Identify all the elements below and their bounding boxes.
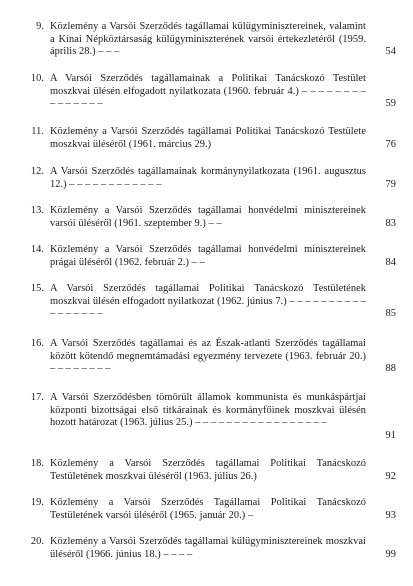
entry-number: 13. (30, 205, 44, 216)
entry-title: Közlemény a Varsói Szerződés tagállamai Politikai Tanácskozó Testületének moszkvai üléséről (1963. július 26.) (50, 458, 366, 482)
entry-page: 92 (385, 471, 396, 482)
entry-title: A Varsói Szerződés tagállamainak a Politikai Tanácskozó Testület moszkvai ülésén elfogadott nyilatkozata (1960. február 4.) – – – – – – – – – – – – – – – (50, 73, 366, 109)
entry-number: 18. (30, 458, 44, 469)
entry-page: 59 (385, 98, 396, 109)
entry-title: A Varsói Szerződés tagállamai Politikai Tanácskozó Testületének moszkvai ülésén elfogadott nyilatkozat (1962. június 7.) – – – – – – – – – – – – – – – – – (50, 283, 366, 319)
entry-number: 14. (30, 244, 44, 255)
entry-number: 12. (30, 166, 44, 177)
entry-page: 79 (385, 179, 396, 190)
entry-number: 15. (30, 283, 44, 294)
entry-title: A Varsói Szerződésben tömörült államok kommunista és munkáspártjai központi bizottságai első titkárainak és kormányfőinek moszkvai ülésén hozott határozat (1963. július 25.) – – – – – – – – – – – – – – – – – (50, 392, 366, 428)
entry-title: Közlemény a Varsói Szerződés tagállamai honvédelmi minisztereinek varsói üléséről (1961. szeptember 9.) – – (50, 205, 366, 229)
entry-title: Közlemény a Varsói Szerződés tagállamai Politikai Tanácskozó Testülete moszkvai üléséről (1961. március 29.) (50, 126, 366, 150)
entry-number: 16. (30, 338, 44, 349)
entry-page: 85 (385, 308, 396, 319)
entry-number: 17. (30, 392, 44, 403)
entry-title: A Varsói Szerződés tagállamainak kormánynyilatkozata (1961. augusztus 12.) – – – – – – – – – – – – (50, 166, 366, 190)
entry-title: Közlemény a Varsói Szerződés tagállamai külügyminisztereinek, valamint a Kínai Népköztársaság külügyminiszterének varsói értekezletéről (1959. április 28.) – – – (50, 21, 366, 57)
entry-page: 83 (385, 218, 396, 229)
entry-title: Közlemény a Varsói Szerződés tagállamai külügyminisztereinek moszkvai üléséről (1966. június 18.) – – – – (50, 536, 366, 560)
entry-page: 93 (385, 510, 396, 521)
entry-number: 10. (30, 73, 44, 84)
entry-page: 84 (385, 257, 396, 268)
entry-page: 76 (385, 139, 396, 150)
entry-title: Közlemény a Varsói Szerződés tagállamai honvédelmi minisztereinek prágai üléséről (1962. február 2.) – – (50, 244, 366, 268)
entry-page: 88 (385, 363, 396, 374)
entry-page: 91 (385, 430, 396, 441)
entry-page: 99 (385, 549, 396, 560)
entry-number: 11. (31, 126, 44, 137)
entry-page: 54 (385, 46, 396, 57)
entry-title: Közlemény a Varsói Szerződés Tagállamai Politikai Tanácskozó Testületének varsói üléséről (1965. január 20.) – (50, 497, 366, 521)
entry-title: A Varsói Szerződés tagállamai és az Észak-atlanti Szerződés tagállamai között kötendő megnemtámadási egyezmény tervezete (1963. február 20.) – – – – – – – – (50, 338, 366, 374)
entry-number: 9. (36, 21, 44, 32)
entry-number: 20. (30, 536, 44, 547)
entry-number: 19. (30, 497, 44, 508)
